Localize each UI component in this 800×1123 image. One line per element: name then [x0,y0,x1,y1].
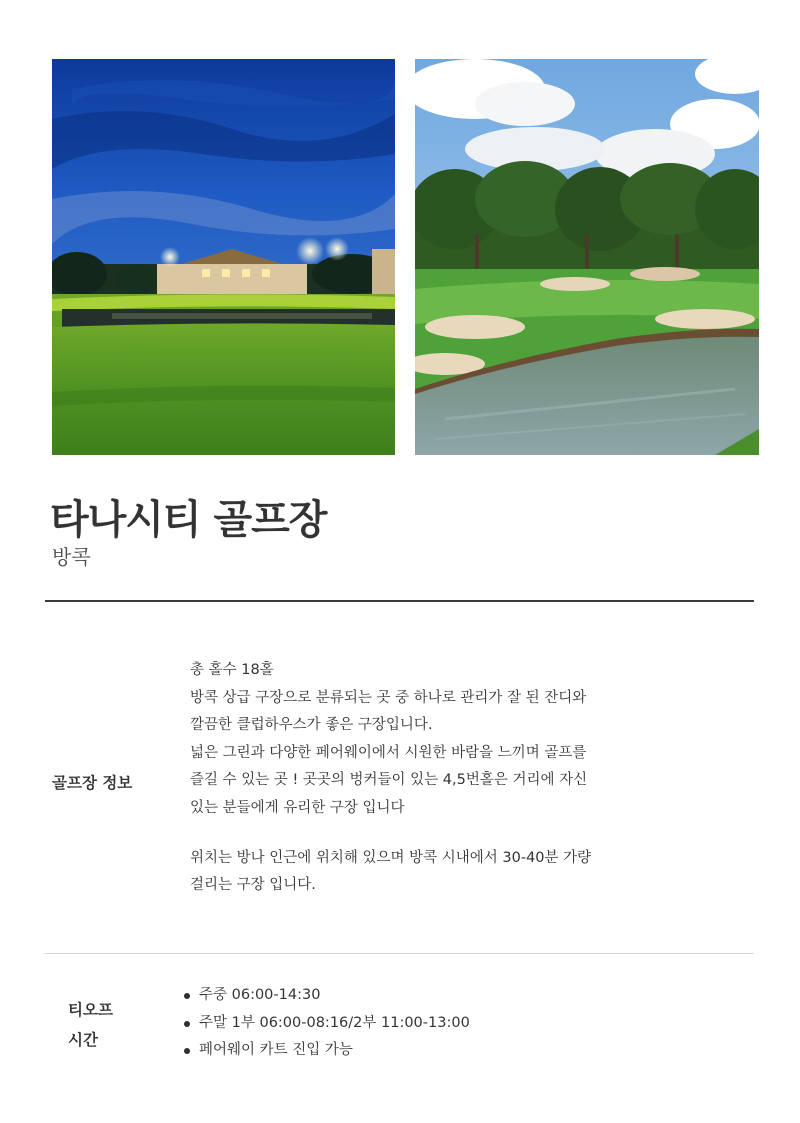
info-line: 방콕 상급 구장으로 분류되는 곳 중 하나로 관리가 잘 된 잔디와 [190,689,587,706]
info-line: 즐길 수 있는 곳 ! 곳곳의 벙커들이 있는 4,5번홀은 거리에 자신 [190,772,588,789]
info-line: 총 홀수 18홀 [190,662,274,678]
list-item: 페어웨이 카트 진입 가능 [182,1037,470,1065]
course-photo-night [52,59,395,455]
info-line: 걸리는 구장 입니다. [190,877,316,894]
row-divider [45,953,754,954]
page-title: 타나시티 골프장 [50,497,327,543]
paragraph-spacer [190,823,630,845]
teeoff-label-line: 티오프 [68,1001,113,1019]
info-line: 있는 분들에게 유리한 구장 입니다 [190,799,405,816]
course-photo-day [415,59,759,455]
day-course-illustration [415,59,759,455]
location-subtitle: 방콕 [52,545,91,569]
info-label: 골프장 정보 [52,774,133,792]
info-line: 깔끔한 클럽하우스가 좋은 구장입니다. [190,717,433,734]
night-course-illustration [52,59,395,455]
info-line: 넓은 그린과 다양한 페어웨이에서 시원한 바람을 느끼며 골프를 [190,744,587,761]
course-info-text [190,657,630,900]
teeoff-list [182,982,470,1065]
list-item: 주중 06:00-14:30 [182,982,470,1010]
info-line: 위치는 방나 인근에 위치해 있으며 방콕 시내에서 30-40분 가량 [190,849,592,866]
teeoff-label [68,995,128,1055]
teeoff-label-line: 시간 [68,1031,98,1049]
section-divider [45,600,754,602]
list-item: 주말 1부 06:00-08:16/2부 11:00-13:00 [182,1010,470,1038]
